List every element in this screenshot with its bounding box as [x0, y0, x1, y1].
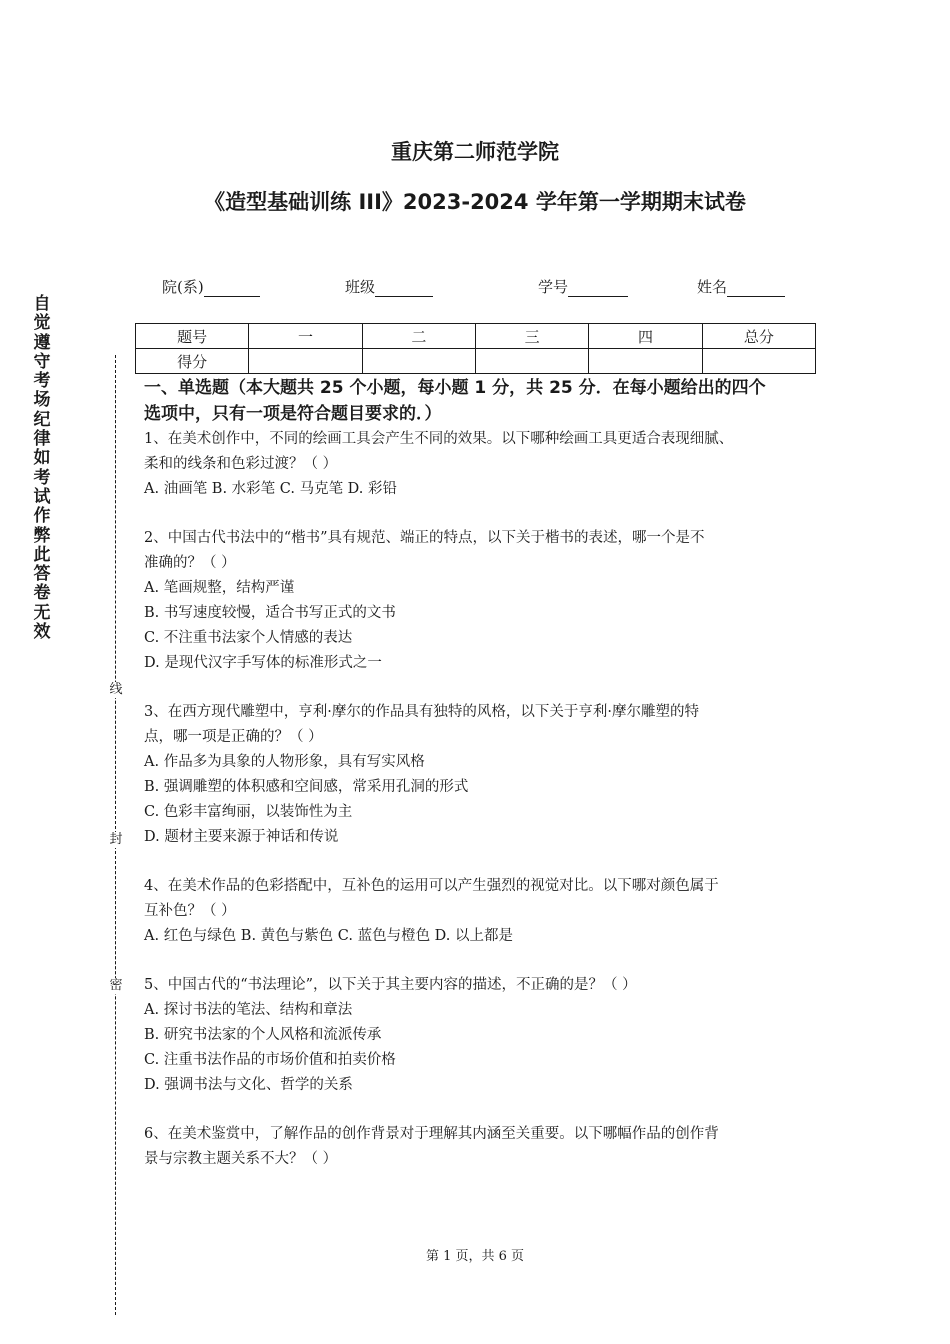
score-cell-empty	[249, 349, 362, 374]
sidebar-notice-char: 卷	[33, 583, 51, 604]
answer-option: A. 油画笔 B. 水彩笔 C. 马克笔 D. 彩铅	[144, 481, 398, 497]
answer-option: C. 不注重书法家个人情感的表达	[144, 630, 353, 646]
class-field	[345, 276, 433, 297]
sidebar-notice-char: 此	[33, 544, 51, 565]
sidebar-notice-char: 遵	[33, 332, 51, 353]
answer-option: A. 笔画规整，结构严谨	[144, 580, 295, 596]
sidebar-notice-char: 纪	[33, 409, 51, 430]
section-heading-line: 选项中，只有一项是符合题目要求的．）	[144, 404, 442, 424]
sidebar-notice-char: 作	[33, 506, 51, 527]
question-spacer	[144, 850, 814, 874]
sidebar-notice-char: 无	[33, 602, 51, 623]
sidebar-notice-char: 自	[33, 294, 51, 314]
score-table-cell: 一	[249, 324, 362, 349]
line-mark: 线	[109, 682, 123, 697]
sidebar-notice-char: 效	[33, 622, 51, 643]
exam-title: 《造型基础训练 III》2023-2024 学年第一学期期末试卷	[204, 190, 746, 214]
sidebar-notice-char: 场	[33, 390, 51, 411]
sidebar-notice-char: 考	[33, 371, 51, 392]
answer-option: C. 注重书法作品的市场价值和拍卖价格	[144, 1052, 396, 1068]
student-id-field	[538, 276, 628, 297]
answer-option: D. 强调书法与文化、哲学的关系	[144, 1077, 353, 1093]
question-block	[144, 874, 814, 949]
sidebar-notice-char: 守	[33, 351, 51, 372]
score-table-cell: 三	[475, 324, 588, 349]
sidebar-notice-char: 试	[33, 486, 51, 507]
score-cell-empty	[362, 349, 475, 374]
question-text: 5、中国古代的“书法理论”，以下关于其主要内容的描述，不正确的是？（ ）	[144, 977, 637, 993]
department-label: 院(系)	[162, 278, 204, 296]
question-spacer	[144, 1098, 814, 1122]
sidebar-notice-char: 觉	[33, 313, 51, 334]
score-table-cell: 题号	[136, 324, 249, 349]
question-block	[144, 526, 814, 676]
name-field	[697, 276, 785, 297]
question-spacer	[144, 949, 814, 973]
question-spacer	[144, 502, 814, 526]
department-blank	[204, 280, 260, 297]
question-text: 1、在美术创作中，不同的绘画工具会产生不同的效果。以下哪种绘画工具更适合表现细腻、	[144, 431, 734, 447]
question-text: 6、在美术鉴赏中，了解作品的创作背景对于理解其内涵至关重要。以下哪幅作品的创作背	[144, 1126, 719, 1142]
answer-option: A. 探讨书法的笔法、结构和章法	[144, 1002, 353, 1018]
class-blank	[375, 280, 433, 297]
question-spacer	[144, 676, 814, 700]
question-text: 景与宗教主题关系不大？（ ）	[144, 1151, 338, 1167]
score-table-cell: 总分	[702, 324, 815, 349]
score-table-score-row	[136, 349, 816, 374]
exam-content	[144, 375, 814, 1172]
student-id-label: 学号	[538, 278, 569, 296]
question-text: 准确的？（ ）	[144, 555, 236, 571]
sidebar-notice-char: 考	[33, 467, 51, 488]
question-block	[144, 1122, 814, 1172]
answer-option: B. 研究书法家的个人风格和流派传承	[144, 1027, 382, 1043]
section-heading-line: 一、单选题（本大题共 25 个小题，每小题 1 分，共 25 分．在每小题给出的四个	[144, 378, 766, 398]
department-field	[162, 276, 260, 297]
score-table-header-row	[136, 324, 816, 349]
question-text: 3、在西方现代雕塑中，亨利·摩尔的作品具有独特的风格，以下关于亨利·摩尔雕塑的特	[144, 704, 699, 720]
page-footer: 第 1 页，共 6 页	[425, 1249, 525, 1264]
score-cell-empty	[475, 349, 588, 374]
score-row-label: 得分	[136, 349, 249, 374]
answer-option: A. 红色与绿色 B. 黄色与紫色 C. 蓝色与橙色 D. 以上都是	[144, 928, 514, 944]
question-text: 柔和的线条和色彩过渡？（ ）	[144, 456, 338, 472]
question-block	[144, 700, 814, 850]
answer-option: C. 色彩丰富绚丽，以装饰性为主	[144, 804, 353, 820]
sidebar-notice-char: 律	[33, 429, 51, 450]
question-text: 2、中国古代书法中的“楷书”具有规范、端正的特点，以下关于楷书的表述，哪一个是不	[144, 530, 705, 546]
question-block	[144, 973, 814, 1098]
answer-option: D. 是现代汉字手写体的标准形式之一	[144, 655, 382, 671]
sidebar-notice-char: 弊	[33, 525, 51, 546]
question-text: 点，哪一项是正确的？（ ）	[144, 729, 323, 745]
sidebar-notice-char: 答	[33, 564, 51, 585]
student-id-blank	[568, 280, 628, 297]
score-table-cell: 二	[362, 324, 475, 349]
answer-option: B. 书写速度较慢，适合书写正式的文书	[144, 605, 396, 621]
score-table	[135, 323, 816, 374]
name-label: 姓名	[697, 278, 728, 296]
seal-mark: 封	[109, 832, 123, 847]
sidebar-notice	[30, 295, 54, 642]
name-blank	[727, 280, 785, 297]
sidebar-notice-char: 如	[33, 448, 51, 469]
score-cell-empty	[702, 349, 815, 374]
score-cell-empty	[589, 349, 702, 374]
answer-option: A. 作品多为具象的人物形象，具有写实风格	[144, 754, 425, 770]
question-list	[144, 427, 814, 1172]
section-heading	[144, 375, 814, 427]
secret-mark: 密	[109, 978, 123, 993]
class-label: 班级	[345, 278, 376, 296]
school-title: 重庆第二师范学院	[391, 140, 559, 164]
question-text: 互补色？（ ）	[144, 903, 236, 919]
question-text: 4、在美术作品的色彩搭配中，互补色的运用可以产生强烈的视觉对比。以下哪对颜色属于	[144, 878, 719, 894]
score-table-cell: 四	[589, 324, 702, 349]
answer-option: D. 题材主要来源于神话和传说	[144, 829, 339, 845]
answer-option: B. 强调雕塑的体积感和空间感，常采用孔洞的形式	[144, 779, 469, 795]
question-block	[144, 427, 814, 502]
